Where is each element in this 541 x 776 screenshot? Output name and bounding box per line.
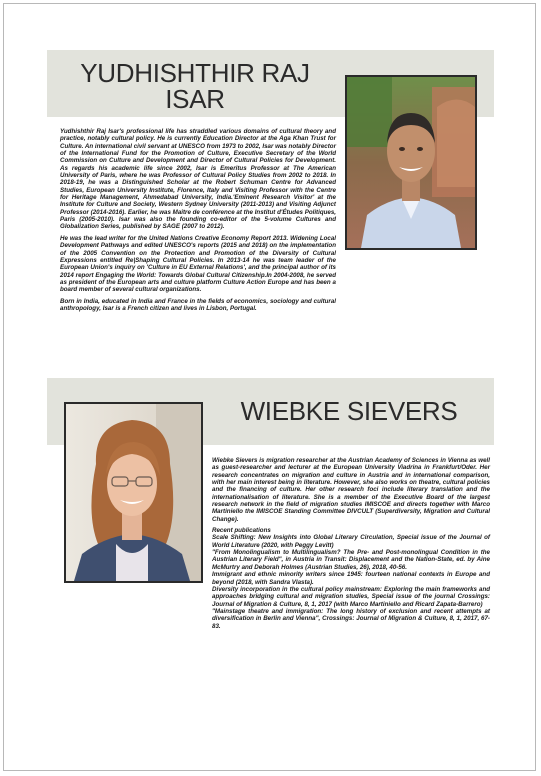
publication-item: "Mainstage theatre and immigration: The long history of exclusion and recent attempts at diversification in Berlin and Vienna", Crossings: Journal of Migration & Culture, 8, 1, 2017, 67-83. xyxy=(212,607,490,630)
man-portrait-image xyxy=(347,77,475,248)
profile-1-photo xyxy=(345,75,477,250)
bio-paragraph: Born in India, educated in India and France in the fields of economics, sociology and cultural anthropology, Isar is a French citizen and lives in Lisbon, Portugal. xyxy=(60,297,336,312)
profile-1-name: YUDHISHTHIR RAJ ISAR xyxy=(80,58,310,114)
bio-paragraph: He was the lead writer for the United Nations Creative Economy Report 2013. Widening Local Development Pathways and edited UNESCO's reports (2015 and 2018) on the implementation of the 2005 Convention on the Protection and Promotion of the Diversity of Cultural Expressions entitled Re|Shaping Cultural Policies. In 2013-14 he was team leader of the European Union's inquiry on 'Culture in EU External Relations', and the principal author of its 2014 report Engaging the World: Towards Global Cultural Citizenship.In 2004-2008, he served as president of the European arts and culture platform Culture Action Europe and has been a board member of several cultural organizations. xyxy=(60,234,336,294)
publication-item: Immigrant and ethnic minority writers since 1945: fourteen national contexts in Europe and beyond (2018, with Sandra Vlasta). xyxy=(212,571,490,586)
bio-paragraph: Yudhishthir Raj Isar's professional life has straddled various domains of cultural theory and practice, notably cultural policy. He is currently Education Director at the Aga Khan Trust for Culture. An international civil servant at UNESCO from 1973 to 2002, Isar was notably Director of the International Fund for the Promotion of Culture, Executive Secretary of the World Commission on Culture and Development and Director of Cultural Policies for Development. As regards his academic life since 2002, Isar is Emeritus Professor at The American University of Paris, where he was Professor of Cultural Policy Studies from 2002 to 2018. In 2018-19, he was a Distinguished Scholar at the Robert Schuman Centre for Advanced Studies, European University Institute, Florence, Italy and Visiting Professor with the Centre for Heritage Management, Ahmedabad University, India.'Eminent Research Visitor' at the Institute for Culture and Society, Western Sydney University (2011-2013) and Visiting Adjunct Professor (2014-2016). Earlier, he was Maître de conférence at the Institut d'Études Politiques, Paris (2005-2010). Isar was also the founding co-editor of the 5-volume Cultures and Globalization Series, published by SAGE (2007 to 2012). xyxy=(60,128,336,231)
profile-2-photo xyxy=(64,402,203,583)
woman-portrait-image xyxy=(66,404,201,581)
publication-item: "From Monolingualism to Multilingualism? The Pre- and Post-monolingual Condition in the Austrian Literary Field", in Austria in Transit: Displacement and the Nation-State, ed. by Aine McMurtry and Deborah Holmes (Austrian Studies, 26), 2018, 40-56. xyxy=(212,549,490,571)
profile-1-bio xyxy=(60,128,336,316)
publications-heading: Recent publications xyxy=(212,527,271,535)
publication-item: Scale Shifting: New Insights into Global Literary Circulation, Special issue of the Journal of World Literature (2020, with Peggy Levitt) xyxy=(212,534,490,549)
profile-2-name: WIEBKE SIEVERS xyxy=(240,396,458,426)
publication-item: Diversity incorporation in the cultural policy mainstream: Exploring the main frameworks and approaches bridging cultural and migration studies, Special issue of the journal Crossings: Journal of Migration & Culture, 8, 1, 2017 (with Marco Martiniello and Ricard Zapata-Barrero) xyxy=(212,585,490,608)
bio-paragraph: Wiebke Sievers is migration researcher at the Austrian Academy of Sciences in Vienna as well as guest-researcher and lecturer at the European University Viadrina in Frankfurt/Oder. Her research concentrates on migration and culture in Austria and in international comparison, with her main interest being in literature. However, she also works on theatre, cultural policies and the financing of culture. Her other research foci include literary translation and the internationalisation of literature. She is a member of the Executive Board of the largest research network in the field of migration studies IMISCOE and directs together with Marco Martiniello the IMISCOE Standing Committee DIVCULT (Superdiversity, Migration and Cultural Change). xyxy=(212,457,490,523)
profile-2-bio xyxy=(212,457,490,630)
